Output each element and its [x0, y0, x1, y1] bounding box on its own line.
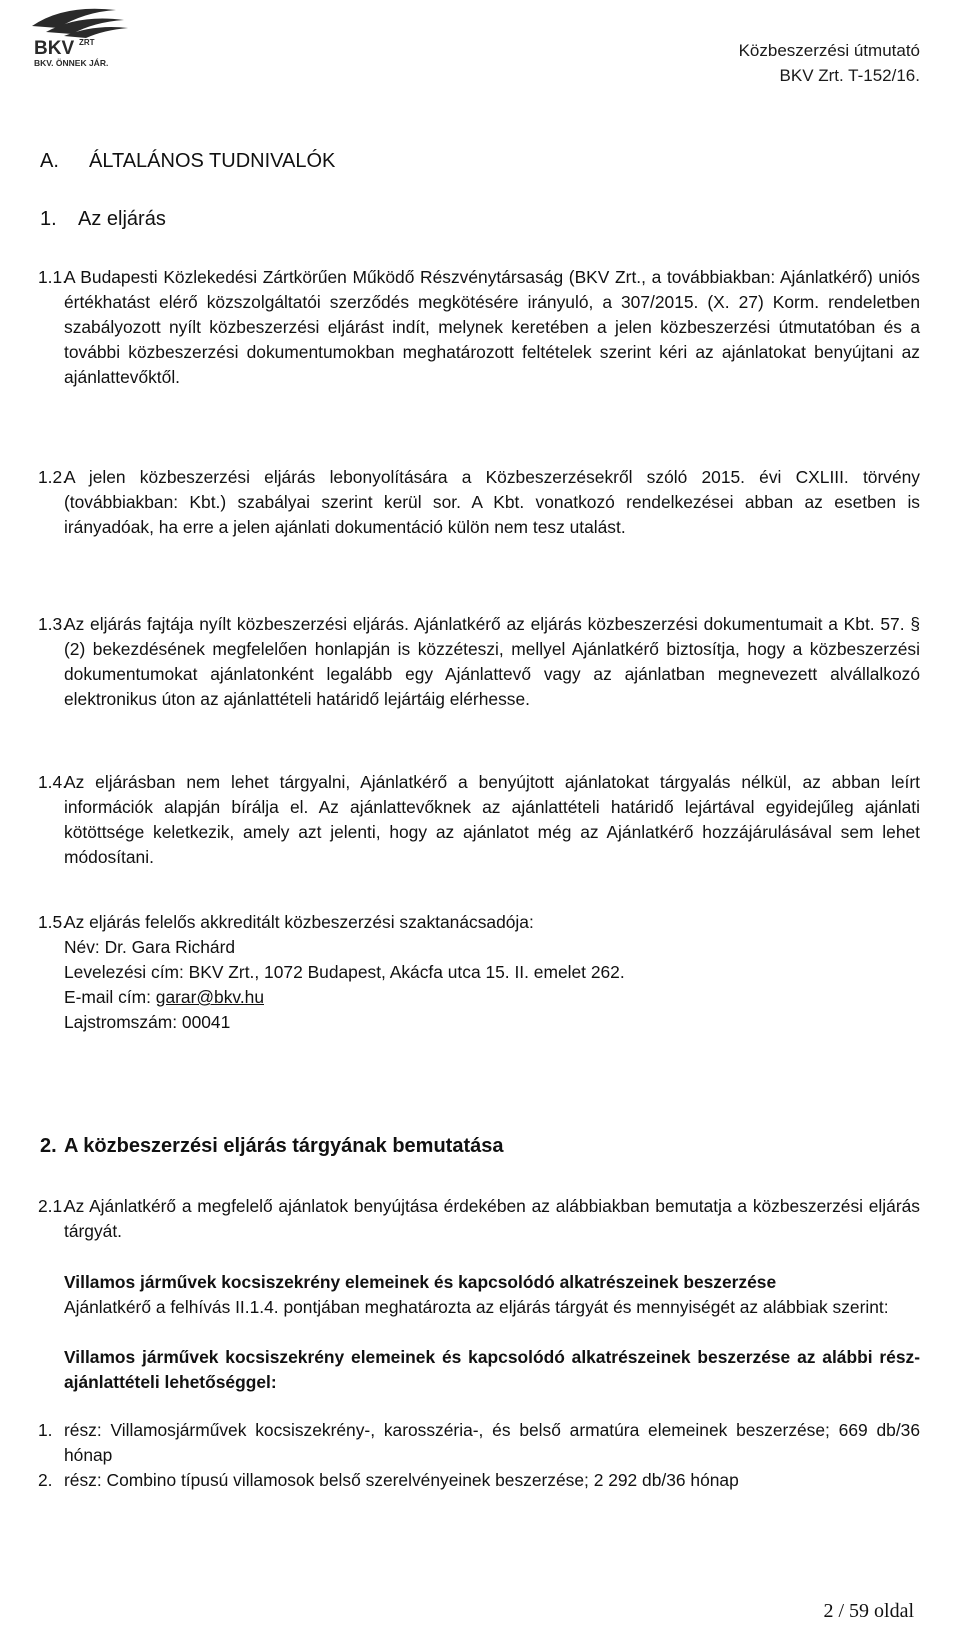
- part-list-item: [38, 1418, 920, 1468]
- paragraph-number: 1.2.: [38, 467, 68, 487]
- section-1-title: Az eljárás: [78, 208, 166, 230]
- paragraph-number: 1.3.: [38, 614, 68, 634]
- paragraph-1-3: [38, 612, 920, 712]
- document-header: [739, 38, 920, 88]
- part-text: rész: Villamosjárművek kocsiszekrény-, karosszéria-, és belső armatúra elemeinek beszerzése; 669 db/36 hónap: [64, 1420, 920, 1465]
- contact-register: Lajstromszám: 00041: [64, 1012, 231, 1032]
- doc-reference: BKV Zrt. T-152/16.: [779, 66, 920, 85]
- contact-intro: Az eljárás felelős akkreditált közbeszerzési szaktanácsadója:: [64, 912, 534, 932]
- subject-title: Villamos járművek kocsiszekrény elemeinek és kapcsolódó alkatrészeinek beszerzése: [64, 1272, 777, 1292]
- subject-text: Ajánlatkérő a felhívás II.1.4. pontjában meghatározta az eljárás tárgyát és mennyiségét az alábbiak szerint:: [64, 1297, 889, 1317]
- section-2-number: 2.: [40, 1135, 57, 1157]
- paragraph-1-5-contact: [38, 910, 920, 1032]
- bkv-logo-mark: [24, 2, 154, 72]
- subject-bold-text: Villamos járművek kocsiszekrény elemeinek és kapcsolódó alkatrészeinek beszerzése az alábbi rész-ajánlattételi lehetőséggel:: [64, 1347, 920, 1392]
- logo-text: BKV: [34, 38, 75, 59]
- paragraph-text: Az eljárás fajtája nyílt közbeszerzési eljárás. Ajánlatkérő az eljárás közbeszerzési dokumentumait a Kbt. 57. § (2) bekezdésének megfelelően honlapján is közzéteszi, mellyel Ajánlatkérő biztosítja, hogy a közbeszerzési dokumentumokat ajánlatonként legalább egy Ajánlattevő vagy az ajánlatban megnevezett alvállalkozó elektronikus úton az ajánlattételi határidő lejártáig elérhesse.: [64, 614, 920, 709]
- paragraph-number: 2.1.: [38, 1196, 68, 1216]
- paragraph-number: 1.1.: [38, 267, 68, 287]
- section-1-heading: [40, 208, 166, 231]
- doc-title: Közbeszerzési útmutató: [738, 41, 920, 60]
- part-number: 1.: [38, 1420, 53, 1440]
- paragraph-text: Az eljárásban nem lehet tárgyalni, Ajánlatkérő a benyújtott ajánlatokat tárgyalás nélkül, az abban leírt információk alapján bírálja el. Az ajánlattevőknek az ajánlattételi határidő lejártával egyidejűleg ajánlati kötöttsége keletkezik, amely azt jelenti, hogy az ajánlatot még az Ajánlatkérő hozzájárulásával sem lehet módosítani.: [64, 772, 920, 867]
- part-number: 2.: [38, 1470, 53, 1490]
- page-number: 2 / 59 oldal: [823, 1600, 914, 1622]
- paragraph-1-2: [38, 465, 920, 540]
- contact-name: Név: Dr. Gara Richárd: [64, 937, 236, 957]
- paragraph-text: A Budapesti Közlekedési Zártkörűen Működő Részvénytársaság (BKV Zrt., a továbbiakban: Ajánlatkérő) uniós értékhatást elérő közszolgáltatói szerződés megkötésére irányuló, a 307/2015. (X. 27) Korm. rendeletben szabályozott nyílt közbeszerzési eljárást indít, melynek keretében a jelen közbeszerzési útmutatóban és a további közbeszerzési dokumentumokban meghatározott feltételek szerint kéri az ajánlatokat benyújtani az ajánlattevőktől.: [64, 267, 920, 387]
- section-a-number: A.: [40, 150, 59, 172]
- contact-email-link[interactable]: garar@bkv.hu: [155, 987, 264, 1007]
- paragraph-number: 1.4.: [38, 772, 68, 792]
- paragraph-2-1: [38, 1194, 920, 1244]
- part-list-item: [38, 1468, 920, 1493]
- section-1-number: 1.: [40, 208, 57, 230]
- section-2-heading: [40, 1135, 503, 1158]
- paragraph-number: 1.5.: [38, 912, 68, 932]
- paragraph-text: Az Ajánlatkérő a megfelelő ajánlatok benyújtása érdekében az alábbiakban bemutatja a közbeszerzési eljárás tárgyát.: [64, 1196, 920, 1241]
- contact-email-row: [64, 985, 920, 1010]
- logo-slogan: BKV. ÖNNEK JÁR.: [34, 58, 109, 68]
- section-a-heading: [40, 150, 335, 173]
- section-a-title: ÁLTALÁNOS TUDNIVALÓK: [89, 150, 336, 172]
- bkv-logo: [24, 2, 154, 72]
- contact-email-label: E-mail cím:: [64, 987, 156, 1007]
- logo-sup: ZRT: [79, 38, 95, 47]
- section-2-title: A közbeszerzési eljárás tárgyának bemutatása: [64, 1135, 504, 1157]
- paragraph-1-1: [38, 265, 920, 390]
- part-text: rész: Combino típusú villamosok belső szerelvényeinek beszerzése; 2 292 db/36 hónap: [64, 1470, 739, 1490]
- paragraph-1-4: [38, 770, 920, 870]
- contact-address: Levelezési cím: BKV Zrt., 1072 Budapest, Akácfa utca 15. II. emelet 262.: [64, 962, 625, 982]
- paragraph-text: A jelen közbeszerzési eljárás lebonyolítására a Közbeszerzésekről szóló 2015. évi CXLIII. törvény (továbbiakban: Kbt.) szabályai szerint kerül sor. A Kbt. vonatkozó rendelkezései abban az esetben is irányadóak, ha erre a jelen ajánlati dokumentáció külön nem tesz utalást.: [64, 467, 920, 537]
